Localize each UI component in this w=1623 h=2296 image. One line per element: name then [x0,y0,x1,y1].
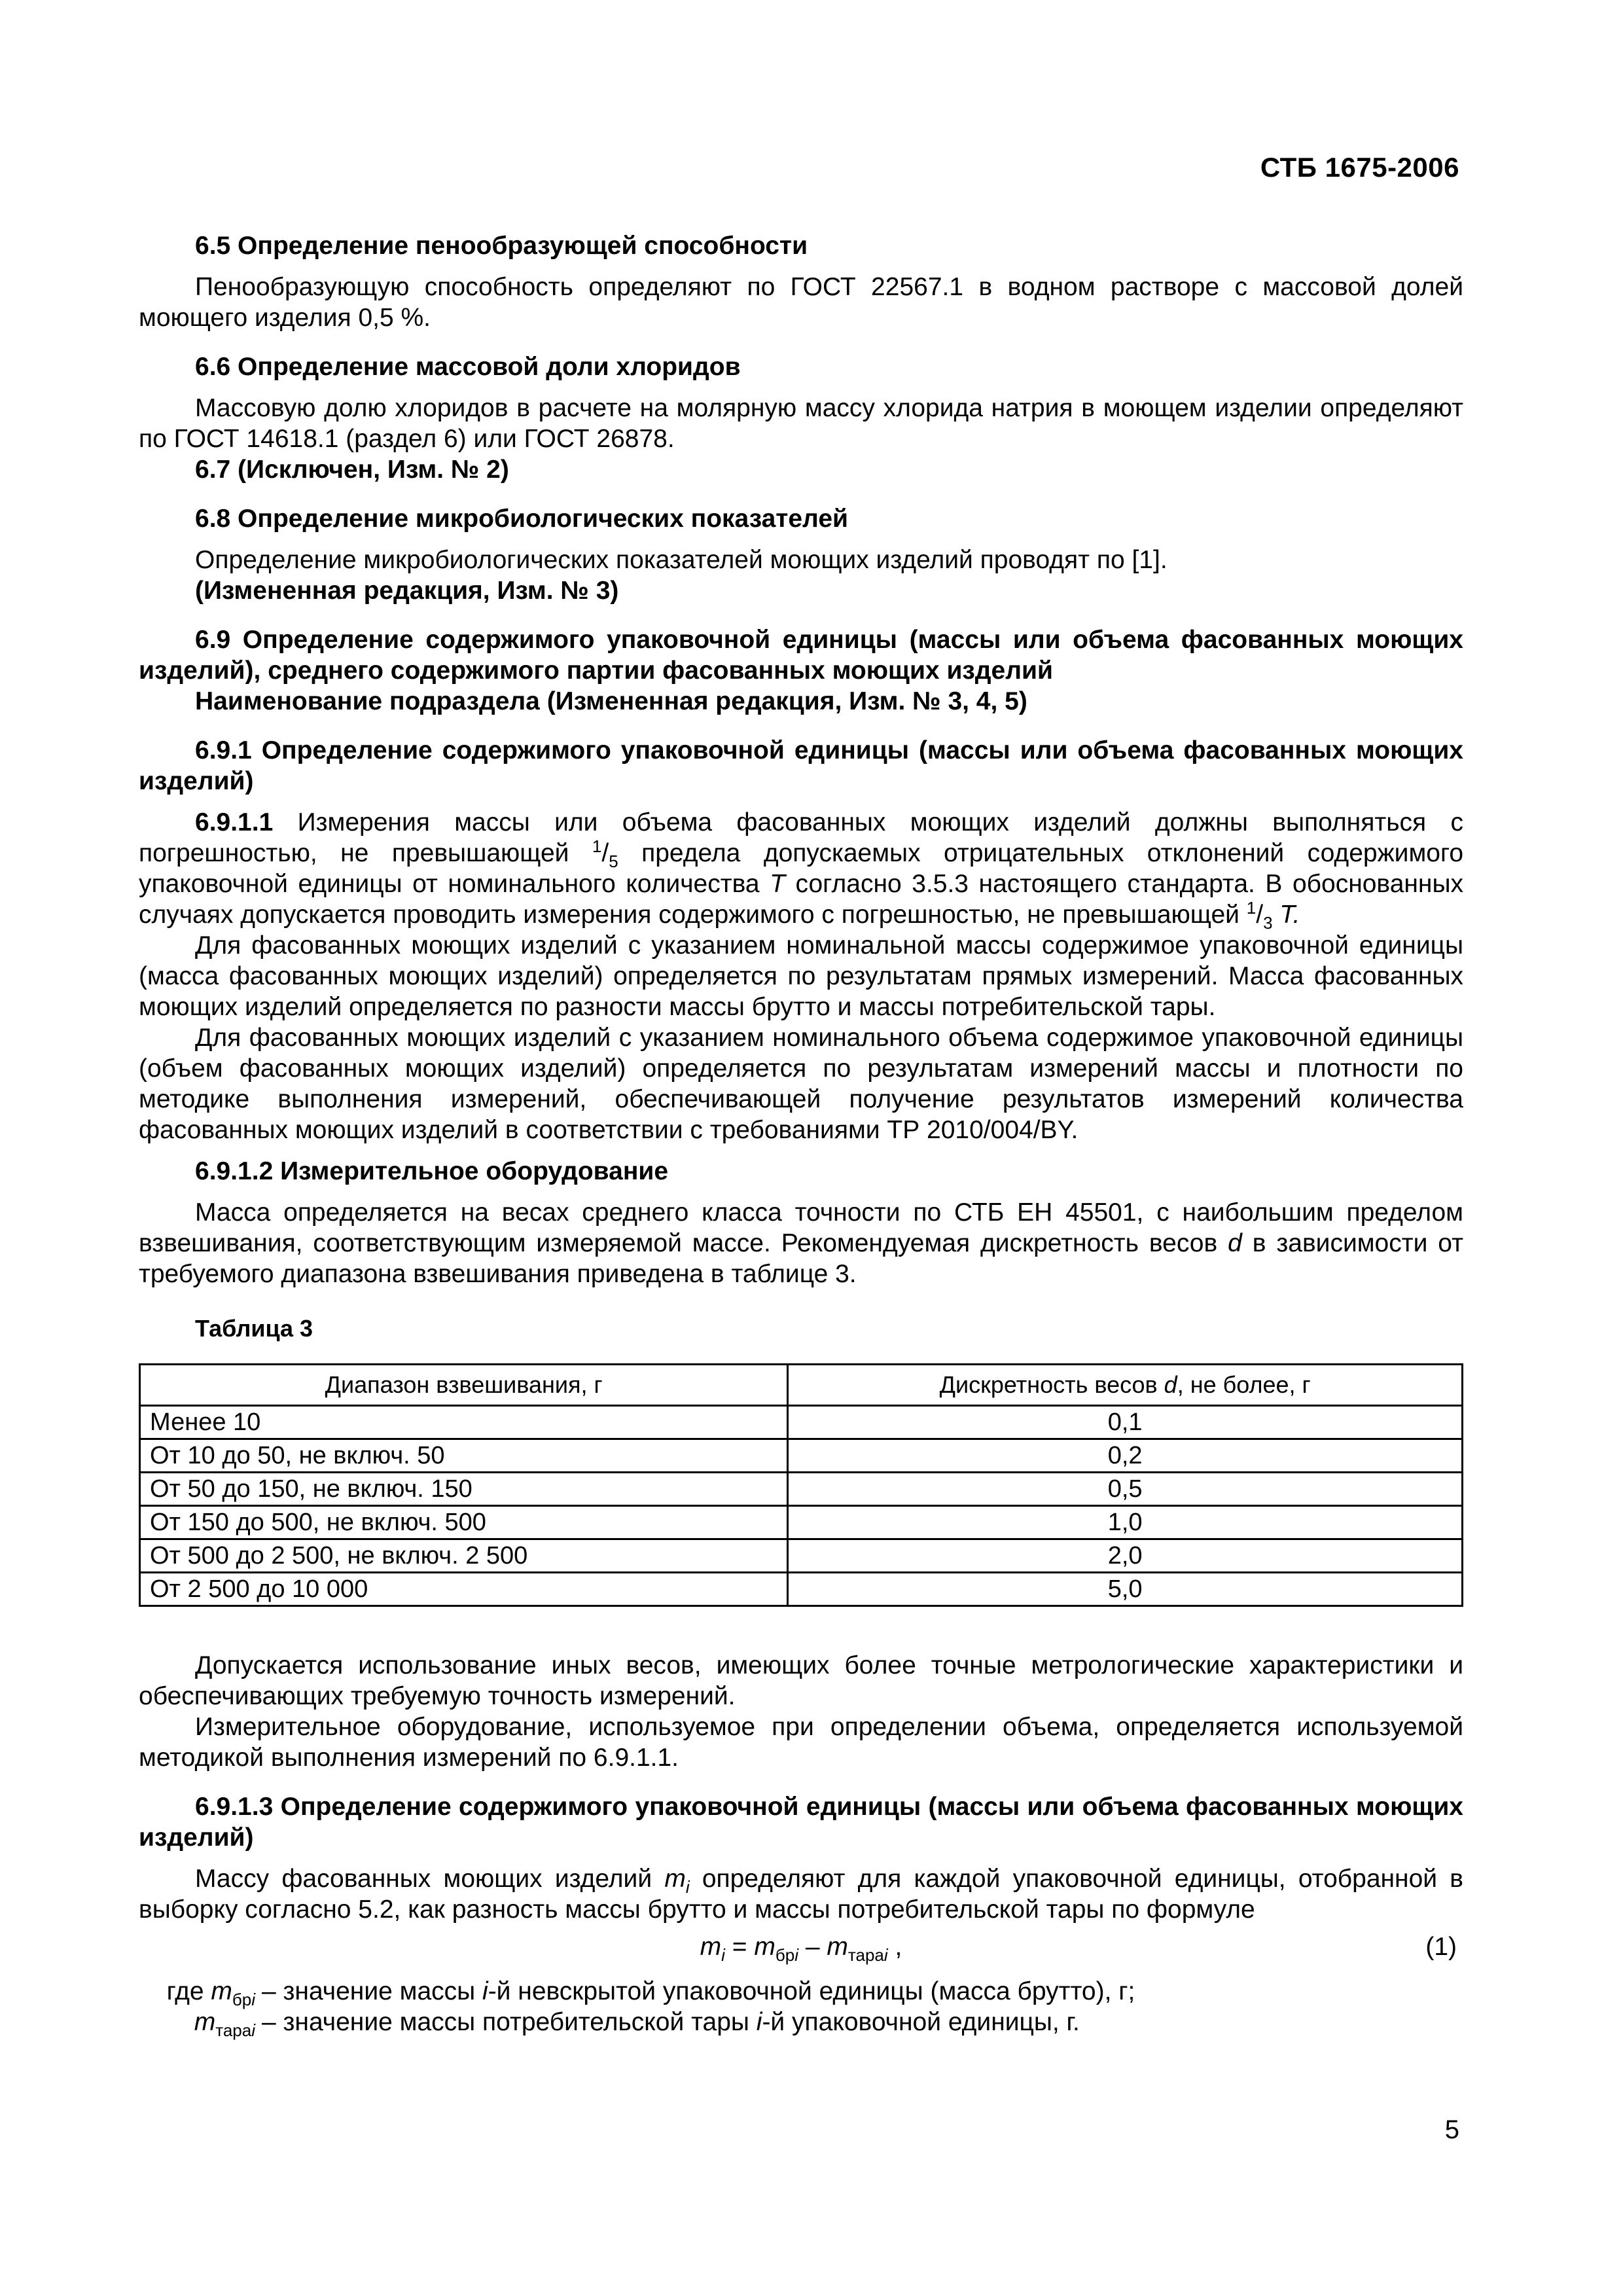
table-row [140,1539,1463,1573]
symbol-m: m [700,1933,722,1961]
text-run: предела допускаемых отрицательных отклонений содержимого упаковочной единицы от номинального количества [139,839,1464,898]
section-6-8-note: (Измененная редакция, Изм. № 3) [195,577,619,605]
column-header-range: Диапазон взвешивания, г [140,1365,788,1406]
text-run: , [887,1933,902,1961]
section-6-9-note: Наименование подраздела (Измененная редакция, Изм. № 3, 4, 5) [195,687,1027,715]
formula-number: (1) [1425,1933,1457,1961]
table-cell-value: 1,0 [788,1506,1463,1539]
column-header-discreteness [788,1365,1463,1406]
text-run: бр [775,1945,795,1965]
section-6-9-1-1-para3: Для фасованных моющих изделий с указанием номинального объема содержимое упаковочной единицы (объем фасованных моющих изделий) определяется по результатам измерений массы и плотности по методике выполнения измерений, обеспечивающей получение результатов измерений количества фасованных моющих изделий в соответствии с требованиями ТР 2010/004/BY. [139,1024,1463,1144]
text-run: тара [847,1945,884,1965]
table-cell-range: От 500 до 2 500, не включ. 2 500 [140,1539,788,1573]
clause-number: 6.9.1.1 [195,808,274,836]
table-row [140,1406,1463,1439]
section-6-8-heading: 6.8 Определение микробиологических показателей [195,505,848,533]
table-header-row [140,1365,1463,1406]
legend-description [262,1976,1463,2007]
subscript-tare [848,1945,888,1965]
subscript-gross [776,1945,798,1965]
subscript-i: i [883,1945,888,1965]
section-6-9-1-2-text [139,1197,1463,1289]
text-run: бр [232,1989,252,2009]
section-6-6-heading: 6.6 Определение массовой доли хлоридов [195,353,741,381]
text-run: -й невскрытой упаковочной единицы (масса брутто), г; [488,1977,1135,2005]
text-run: тара [215,2020,252,2040]
table-cell-range: От 10 до 50, не включ. 50 [140,1439,788,1473]
page-content [139,230,1464,2040]
symbol-i: i [756,2008,762,2036]
table-row [140,1473,1463,1506]
fraction-denominator: 3 [1263,912,1273,933]
text-run: , не более, г [1177,1371,1311,1398]
table-cell-value: 2,0 [788,1539,1463,1573]
symbol-d: d [1228,1229,1242,1257]
fraction-numerator: 1 [1246,898,1257,918]
section-6-7-heading: 6.7 (Исключен, Изм. № 2) [195,456,509,484]
legend-description [262,2007,1463,2037]
subscript-i: i [721,1945,725,1965]
symbol-m: m [211,1977,232,2005]
subscript-i: i [685,1876,690,1897]
section-6-9-1-3-heading: 6.9.1.3 Определение содержимого упаковочной единицы (массы или объема фасованных моющих изделий) [139,1793,1463,1852]
minus-sign: – [798,1933,827,1961]
formula-1 [139,1931,1463,1967]
subscript-i: i [794,1945,799,1965]
section-6-9-1-1-para2: Для фасованных моющих изделий с указанием номинальной массы содержимое упаковочной единицы (масса фасованных моющих изделий) определяется по результатам прямых измерений. Масса фасованных моющих изделий определяется по разности массы брутто и массы потребительской тары. [139,931,1463,1021]
after-table-para1: Допускается использование иных весов, имеющих более точные метрологические характеристики и обеспечивающих требуемую точность измерений. [139,1651,1463,1710]
after-table-para2: Измерительное оборудование, используемое при определении объема, определяется используемой методикой выполнения измерений по 6.9.1.1. [139,1713,1463,1772]
text-run: Масса определяется на весах среднего класса точности по СТБ ЕН 45501, с наибольшим пределом взвешивания, соответствующим измеряемой массе. Рекомендуемая дискретность весов [139,1198,1463,1257]
text-run: где [166,1977,211,2005]
text-run: согласно 3.5.3 настоящего стандарта. В обоснованных случаях допускается проводить измерения содержимого с погрешностью, не превышающей [139,870,1464,929]
equals-sign: = [724,1933,755,1961]
table-row [140,1439,1463,1473]
table-row [140,1573,1463,1606]
symbol-i: i [482,1977,488,2005]
symbol-d: d [1164,1371,1177,1398]
section-6-8-text: Определение микробиологических показателей моющих изделий проводят по [1]. [195,546,1168,574]
table-cell-range: Менее 10 [140,1406,788,1439]
table-3-title: Таблица 3 [195,1315,313,1342]
text-run: в зависимости от требуемого диапазона взвешивания приведена в таблице 3. [139,1229,1463,1288]
legend-symbol [139,1976,262,2007]
section-6-5-text: Пенообразующую способность определяют по ГОСТ 22567.1 в водном растворе с массовой долей моющего изделия 0,5 %. [139,273,1463,332]
table-cell-range: От 150 до 500, не включ. 500 [140,1506,788,1539]
table-cell-value: 0,2 [788,1439,1463,1473]
table-cell-value: 0,1 [788,1406,1463,1439]
table-row [140,1506,1463,1539]
text-run: -й упаковочной единицы, г. [762,2008,1080,2036]
section-6-9-1-2-heading: 6.9.1.2 Измерительное оборудование [195,1157,669,1185]
subscript-tare [215,2020,255,2040]
page-number: 5 [1444,2115,1459,2144]
fraction-numerator: 1 [592,836,602,856]
text-run: – значение массы [262,1977,483,2005]
symbol-m: m [664,1865,686,1893]
table-cell-range: От 2 500 до 10 000 [140,1573,788,1606]
section-6-5-heading: 6.5 Определение пенообразующей способности [195,232,808,260]
symbol-m: m [754,1933,776,1961]
standard-header: СТБ 1675-2006 [1260,152,1459,183]
text-run: Массу фасованных моющих изделий [195,1865,665,1893]
legend-row-gross [139,1976,1463,2007]
section-6-9-1-heading: 6.9.1 Определение содержимого упаковочной единицы (массы или объема фасованных моющих изделий) [139,736,1463,795]
table-cell-range: От 50 до 150, не включ. 150 [140,1473,788,1506]
table-3 [139,1363,1463,1607]
text-run: Измерения массы или объема фасованных моющих изделий должны выполняться с погрешностью, не превышающей [139,808,1463,867]
legend-symbol [139,2007,262,2040]
fraction-denominator: 5 [609,851,618,871]
text-run: – значение массы потребительской тары [262,2008,757,2036]
text-run: определяют для каждой упаковочной единицы, отобранной в выборку согласно 5.2, как разность массы брутто и массы потребительской тары по формуле [139,1865,1463,1924]
section-6-9-1-1-text: 6.9.1.1 Измерения массы или объема фасованных моющих изделий должны выполняться с погрешностью, не превышающей $^1/_5$ предела допускаемых отрицательных отклонений содержимого упаковочной единицы от номинального количества T согласно 3.5.3 настоящего стандарта. В обоснованных случаях допускается проводить измерения содержимого с погрешностью, не превышающей $^1/_3$ T. [139,808,1464,933]
section-6-6-text: Массовую долю хлоридов в расчете на молярную массу хлорида натрия в моющем изделии определяют по ГОСТ 14618.1 (раздел 6) или ГОСТ 26878. [139,394,1463,453]
section-6-9-1-3-text [139,1863,1463,1925]
subscript-i: i [251,2020,255,2040]
text-run: T. [1272,901,1300,929]
legend-row-tare [139,2007,1463,2040]
formula-expression [139,1931,1463,1965]
formula-legend [139,1976,1463,2040]
table-cell-value: 0,5 [788,1473,1463,1506]
text-run: Дискретность весов [939,1371,1164,1398]
symbol-m: m [827,1933,848,1961]
symbol-m: m [194,2008,216,2036]
section-6-9-heading: 6.9 Определение содержимого упаковочной единицы (массы или объема фасованных моющих изделий), среднего содержимого партии фасованных моющих изделий [139,626,1463,685]
table-cell-value: 5,0 [788,1573,1463,1606]
symbol-T: T [770,870,785,898]
subscript-i: i [251,1989,255,2009]
